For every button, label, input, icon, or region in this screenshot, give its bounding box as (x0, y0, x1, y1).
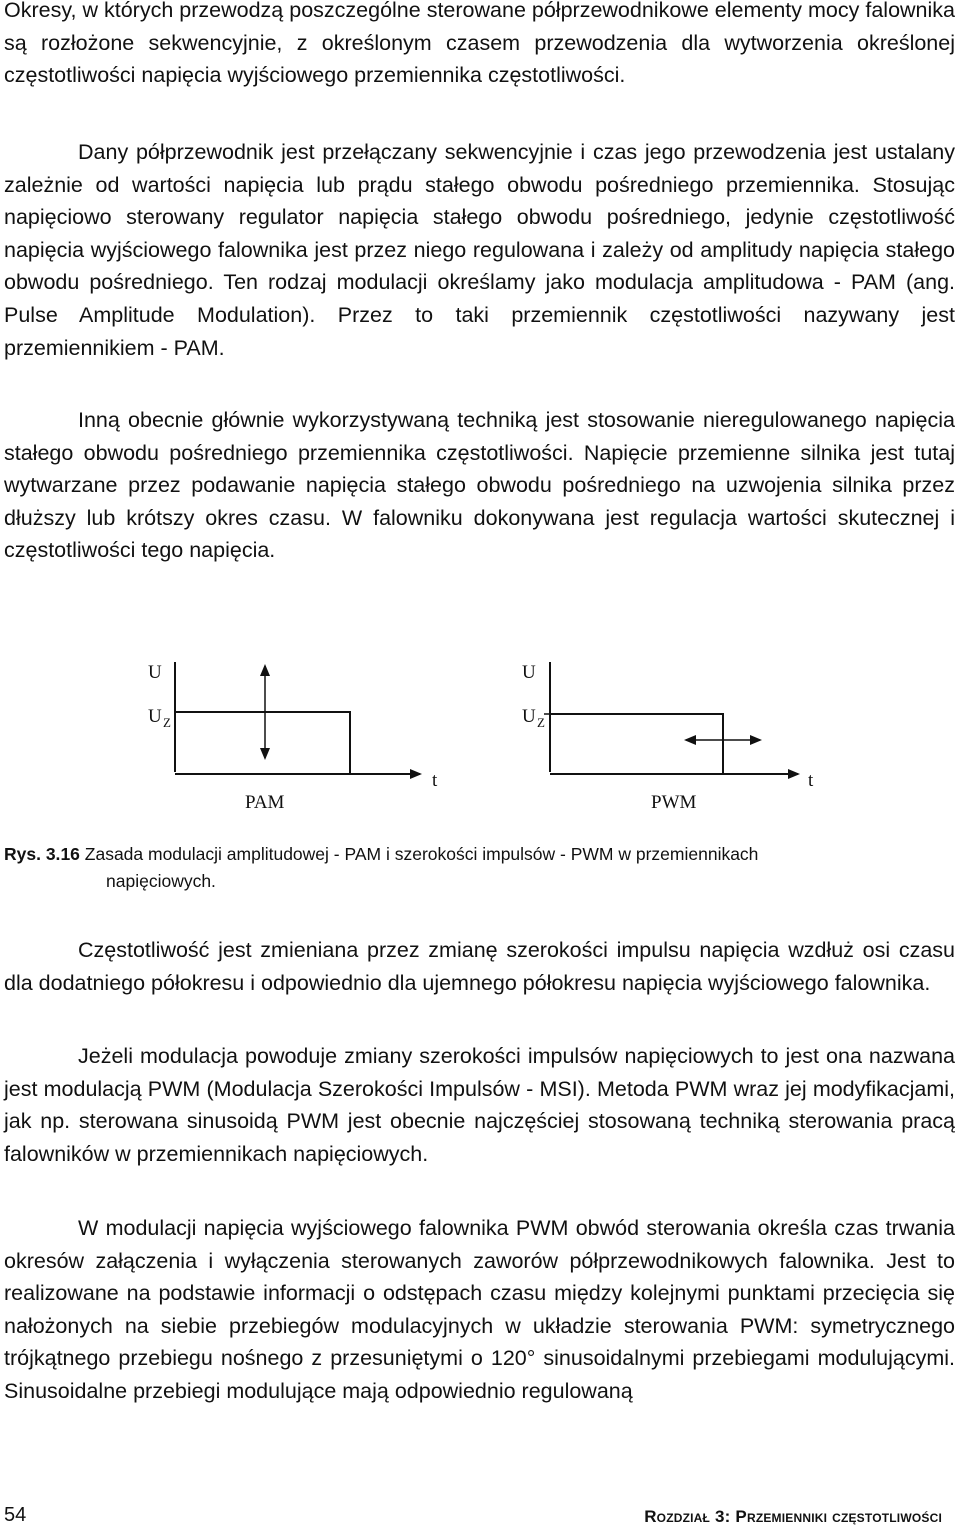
caption-text-line1: Zasada modulacji amplitudowej - PAM i szerokości impulsów - PWM w przemiennikach (79, 844, 759, 864)
pwm-pulse (550, 714, 723, 774)
paragraph-jezeli-modulacja: Jeżeli modulacja powoduje zmiany szerokości impulsów napięciowych to jest ona nazwana jest modulacją PWM (Modulacja Szerokości Impulsów - MSI). Metoda PWM wraz jej modyfikacjami, jak np. sterowana sinusoidą PWM jest obecnie najczęściej stosowaną techniką sterowania pracą falowników w przemiennikach napięciowych. (4, 1044, 955, 1166)
pwm-level-label: U (522, 706, 536, 727)
paragraph-inna-technika: Inną obecnie głównie wykorzystywaną techniką jest stosowanie nieregulowanego napięcia stałego obwodu pośredniego przemiennika częstotliwości. Napięcie przemienne silnika jest tutaj wytwarzane przez podawanie napięcia stałego obwodu pośredniego na uzwojenia silnika przez dłuższy lub krótszy okres czasu. W falowniku dokonywana jest regulacja wartości skutecznej i częstotliwości tego napięcia. (4, 408, 955, 563)
figure-caption (4, 841, 955, 895)
pwm-level-subscript: Z (537, 715, 545, 730)
pwm-caption: PWM (651, 792, 697, 813)
pam-time-label: t (432, 770, 438, 791)
pam-y-axis-label: U (148, 662, 162, 683)
pwm-y-axis-label: U (522, 662, 536, 683)
pwm-diagram (522, 662, 814, 813)
pam-pulse (175, 712, 350, 774)
caption-label: Rys. 3. (4, 844, 61, 864)
paragraph-w-modulacji: W modulacji napięcia wyjściowego falownika PWM obwód sterowania określa czas trwania okresów załączenia i wyłączenia sterowanych zaworów półprzewodnikowych falownika. Jest to realizowane na podstawie informacji o odstępach czasu między kolejnymi punktami przecięcia się nałożonych na siebie przebiegów modulacyjnych w układzie sterowania PWM: symetrycznego trójkątnego przebiegu nośnego z przesuniętymi o 120° sinusoidalnymi przebiegami modulującymi. Sinusoidalne przebiegi modulujące mają odpowiednio regulowaną (4, 1216, 955, 1403)
pam-diagram (148, 662, 438, 813)
pam-caption: PAM (245, 792, 285, 813)
page-number: 54 (4, 1504, 27, 1526)
pam-level-label: U (148, 706, 162, 727)
chapter-title: Rozdział 3: Przemienniki częstotliwości (644, 1507, 942, 1526)
pam-level-subscript: Z (163, 715, 171, 730)
pwm-time-label: t (808, 770, 814, 791)
paragraph-okresy: Okresy, w których przewodzą poszczególne sterowane półprzewodnikowe elementy mocy falownika są rozłożone sekwencyjnie, z określonym czasem przewodzenia dla wytworzenia określonej częstotliwości napięcia wyjściowego przemiennika częstotliwości. (4, 0, 955, 88)
paragraph-czestotliwosc: Częstotliwość jest zmieniana przez zmianę szerokości impulsu napięcia wzdłuż osi czasu dla dodatniego półokresu i odpowiednio dla ujemnego półokresu napięcia wyjściowego falownika. (4, 938, 955, 995)
modulation-figure (0, 640, 960, 840)
caption-text-line2: napięciowych. (106, 871, 216, 891)
caption-number: 16 (60, 844, 80, 864)
paragraph-dany-polprzewodnik: Dany półprzewodnik jest przełączany sekwencyjnie i czas jego przewodzenia jest ustalany zależnie od wartości napięcia lub prądu stałego obwodu pośredniego przemiennika. Stosując napięciowo sterowany regulator napięcia stałego obwodu pośredniego, jedynie częstotliwość napięcia wyjściowego falownika jest przez niego regulowana i zależy od amplitudy napięcia stałego obwodu pośredniego. Ten rodzaj modulacji określamy jako modulacja amplitudowa - PAM (ang. Pulse Amplitude Modulation). Przez to taki przemiennik częstotliwości nazywany jest przemiennikiem - PAM. (4, 140, 955, 360)
